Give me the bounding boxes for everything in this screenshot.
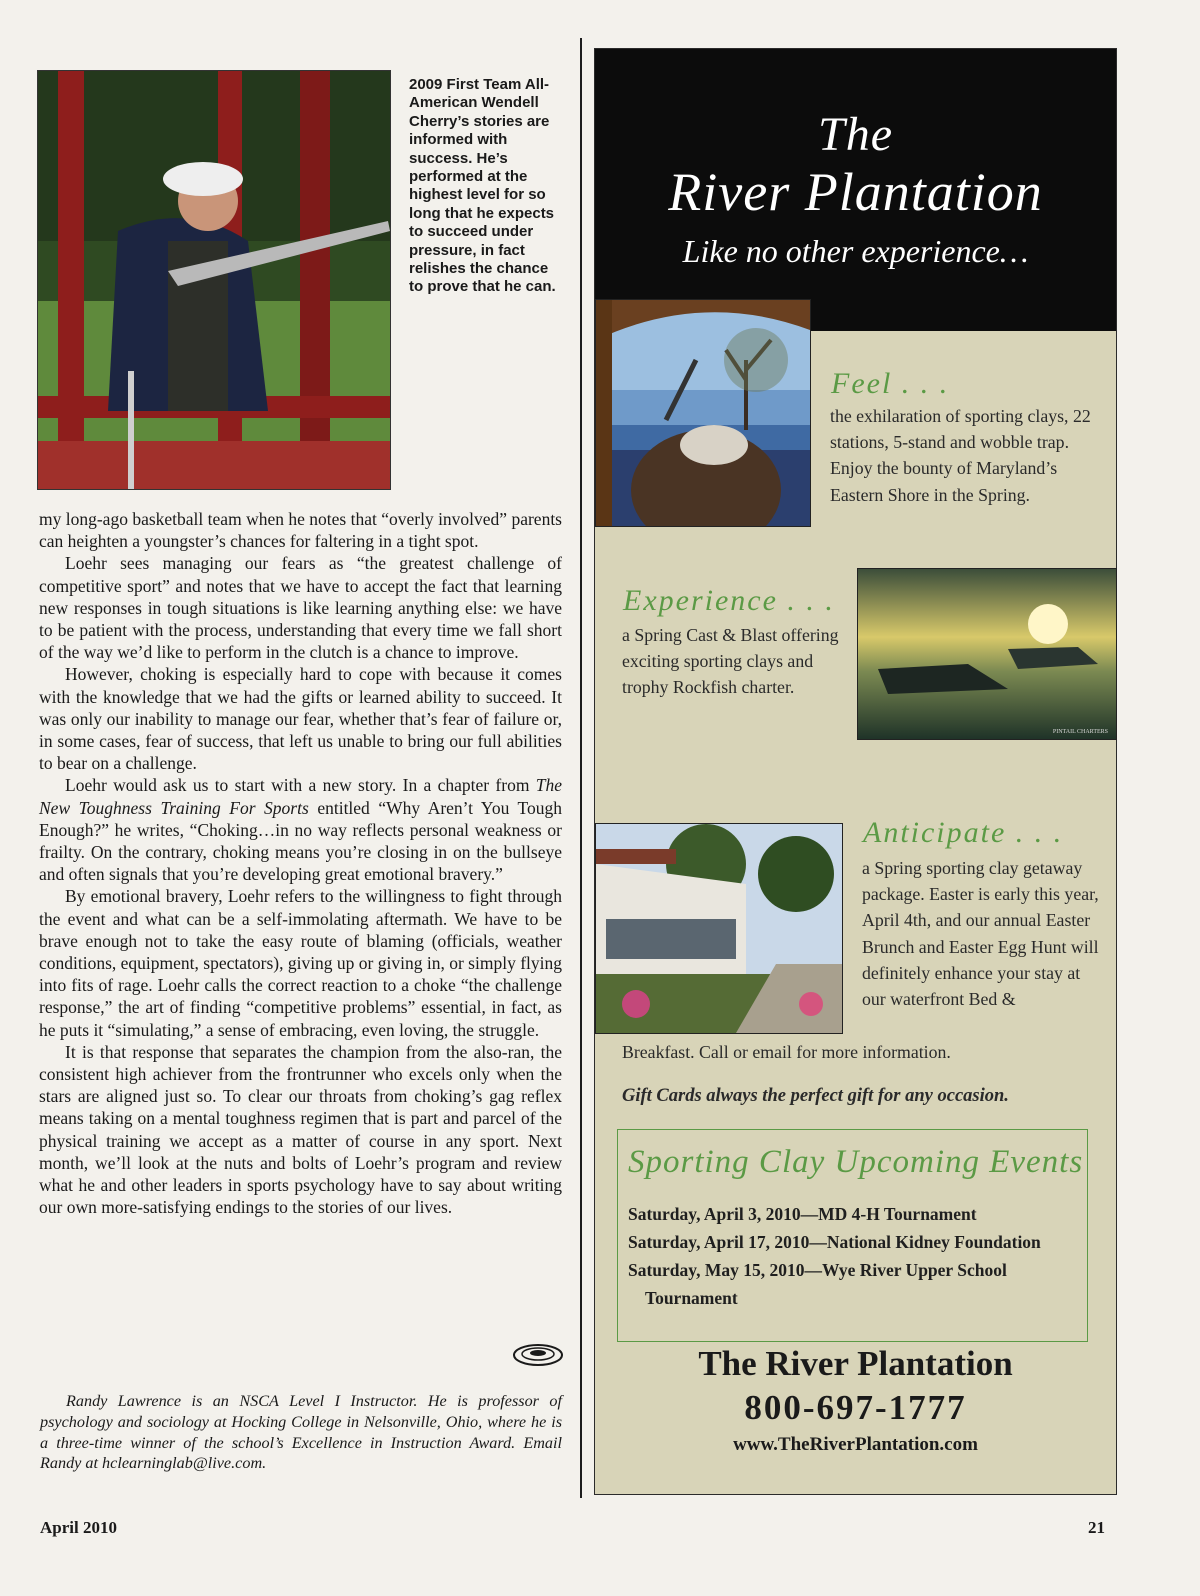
book-title: The New Toughness Training For Sports [39, 775, 563, 818]
anticipate-text-continued: Breakfast. Call or email for more information. [622, 1042, 951, 1062]
waterfront-inn-photo [595, 823, 843, 1034]
event-item: Saturday, April 17, 2010—National Kidney Foundation [628, 1232, 1041, 1252]
anticipate-heading: Anticipate . . . [863, 816, 1064, 849]
feel-text: the exhilaration of sporting clays, 22 stations, 5-stand and wobble trap. Enjoy the bounty of Maryland’s Eastern Shore in the Spring. [830, 406, 1091, 505]
photo-credit: PINTAIL CHARTERS [1052, 729, 1108, 735]
shooter-by-lake-photo [595, 299, 811, 527]
ad-tagline: Like no other experience… [682, 233, 1029, 269]
article-paragraph: Loehr sees managing our fears as “the greatest challenge of competitive sport” and notes that we have to accept the fact that learning new responses in tough situations is like learning anything else: we have to be patient with the process, understanding that every time we fall short of the way we’d like to perform in the clutch is a chance to improve. [39, 553, 562, 663]
page-number: 21 [1088, 1518, 1105, 1537]
trap-shooter-photo [37, 70, 391, 490]
contact-phone: 800-697-1777 [744, 1388, 967, 1427]
upcoming-events-box [617, 1129, 1088, 1342]
gift-cards-line: Gift Cards always the perfect gift for any occasion. [622, 1086, 1009, 1106]
article-paragraph: It is that response that separates the champion from the also-ran, the consistent high achiever from the frontrunner who excels only when the stars are aligned just so. To clear our throats from choking’s gag reflex means taking on a mental toughness regimen that is part and parcel of the physical training we accept as a matter of course in any sport. Next month, we’ll look at the nuts and bolts of Loehr’s program and review what he and other leaders in sports psychology have to say about writing our own more-satisfying endings to the stories of our lives. [39, 1041, 562, 1218]
article-paragraph: However, choking is especially hard to cope with because it comes with the knowledge that we had the gifts or learned ability to succeed. It was only our inability to manage our fear, whether that’s fear of failure or, in some cases, fear of success, that left us unable to bring our full abilities to bear on a challenge. [39, 664, 562, 774]
ad-title: River Plantation [668, 162, 1043, 222]
article-body [39, 508, 562, 1219]
event-item: Saturday, May 15, 2010—Wye River Upper School Tournament [628, 1260, 1007, 1308]
anticipate-text: a Spring sporting clay getaway package. Easter is early this year, April 4th, and our annual Easter Brunch and Easter Egg Hunt will definitely enhance your stay at our waterfront Bed & [862, 858, 1099, 1010]
events-list [628, 1200, 1083, 1312]
event-item: Saturday, April 3, 2010—MD 4-H Tournament [628, 1204, 977, 1224]
photo-caption: 2009 First Team All-American Wendell Cherry’s stories are informed with success. He’s performed at the highest level for so long that he expects to succeed under pressure, in fact relishes the chance to prove that he can. [409, 76, 556, 296]
experience-heading: Experience . . . [623, 584, 835, 617]
contact-name: The River Plantation [698, 1344, 1013, 1383]
article-paragraph: my long-ago basketball team when he notes that “overly involved” parents can heighten a youngster’s chances for faltering in a tight spot. [39, 509, 562, 552]
author-bio: Randy Lawrence is an NSCA Level I Instructor. He is professor of psychology and sociology at Hocking College in Nelsonville, Ohio, where he is a three-time winner of the school’s Excellence in Instruction Award. Email Randy at hclearninglab@live.com. [40, 1392, 562, 1473]
article-paragraph [39, 774, 562, 885]
article-text: entitled “Why Aren’t You Tough Enough?” he writes, “Choking…in no way reflects personal weakness or frailty. On the contrary, choking means you’re closing in on the bullseye and often signals that you’re developing great emotional bravery.” [39, 797, 562, 885]
footer-date: April 2010 [40, 1518, 117, 1537]
experience-text: a Spring Cast & Blast offering exciting sporting clays and trophy Rockfish charter. [622, 625, 839, 698]
events-heading: Sporting Clay Upcoming Events [628, 1144, 1084, 1180]
clay-target-icon [512, 1342, 564, 1368]
river-plantation-ad [594, 48, 1117, 1495]
article-paragraph: By emotional bravery, Loehr refers to the willingness to fight through the event and what can be a self-immolating aftermath. We have to be brave enough not to take the easy route of blaming (officials, weather conditions, equipment, spectators), giving up or giving in, or simply flying into fits of rage. Loehr calls the correct reaction to a choke “the challenge response,” the art of finding “competitive problems” essential, in fact, as he puts it “simulating,” a sense of embracing, even loving, the struggle. [39, 886, 563, 1040]
ad-title-the: The [818, 108, 893, 161]
column-divider [580, 38, 582, 1498]
contact-website: www.TheRiverPlantation.com [733, 1434, 978, 1455]
charter-boats-photo [857, 568, 1117, 740]
ad-header [595, 49, 1116, 331]
feel-heading: Feel . . . [831, 367, 950, 400]
article-text: Loehr would ask us to start with a new story. In a chapter from [65, 775, 530, 796]
